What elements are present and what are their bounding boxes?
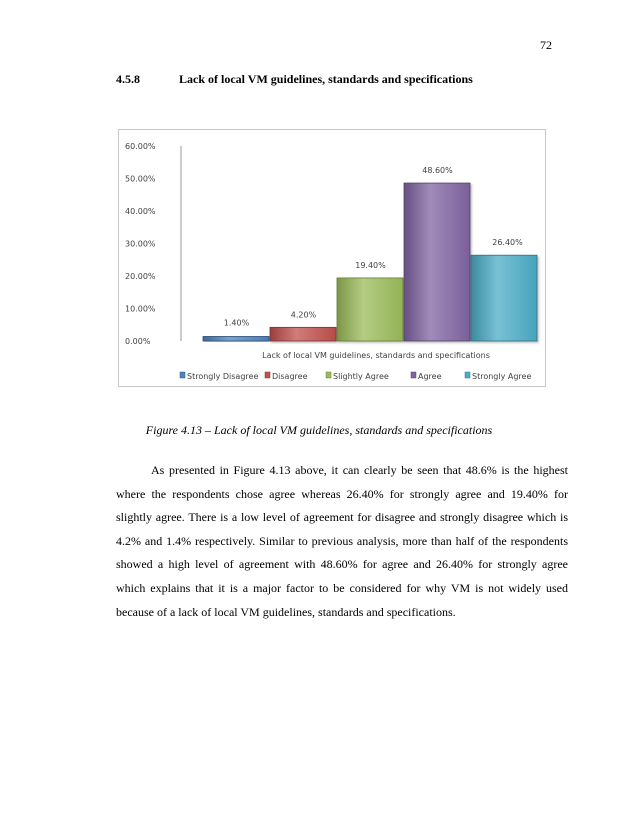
legend-label: Strongly Disagree <box>187 372 259 381</box>
y-tick-label: 10.00% <box>125 304 156 314</box>
legend-label: Slightly Agree <box>333 372 389 381</box>
legend-swatch <box>180 372 185 378</box>
y-tick-label: 0.00% <box>125 337 151 346</box>
y-tick-label: 20.00% <box>125 272 156 281</box>
y-tick-label: 60.00% <box>125 142 156 151</box>
legend-swatch <box>465 372 470 378</box>
bar-chart <box>119 130 547 388</box>
y-tick-label: 30.00% <box>125 239 156 249</box>
page-number: 72 <box>540 38 552 52</box>
body-paragraph: As presented in Figure 4.13 above, it can clearly be seen that 48.6% is the highest where the respondents chose agree whereas 26.40% for strongly agree and 19.40% for slightly agree. There is a low level of agreement for disagree and strongly disagree which is 4.2% and 1.4% respectively. Similar to previous analysis, more than half of the respondents showed a high level of agreement with 48.60% for agree and 26.40% for strongly agree which explains that it is a major factor to be considered for why VM is not widely used because of a lack of local VM guidelines, standards and specifications. <box>116 463 568 619</box>
section-heading <box>116 72 473 87</box>
legend-swatch <box>411 372 416 378</box>
y-tick-label: 50.00% <box>125 174 156 184</box>
data-label: 1.40% <box>223 318 250 328</box>
legend-label: Agree <box>418 372 442 381</box>
section-number: 4.5.8 <box>116 72 140 86</box>
data-label: 26.40% <box>492 238 523 248</box>
chart-frame <box>118 129 546 387</box>
section-title: Lack of local VM guidelines, standards and specifications <box>179 72 473 86</box>
figure-caption: Figure 4.13 – Lack of local VM guidelines, standards and specifications <box>145 423 493 437</box>
legend-swatch <box>326 372 331 378</box>
bar-strongly-agree <box>471 255 537 341</box>
y-tick-label: 40.00% <box>125 207 156 216</box>
data-label: 4.20% <box>290 310 317 320</box>
bar-slightly-agree <box>337 278 403 341</box>
legend-swatch <box>265 372 270 378</box>
bar-strongly-disagree <box>203 336 269 341</box>
legend-label: Disagree <box>272 372 308 381</box>
data-label: 19.40% <box>355 260 386 270</box>
bar-agree <box>404 183 470 341</box>
x-axis-label: Lack of local VM guidelines, standards and specifications <box>262 351 490 360</box>
legend-label: Strongly Agree <box>472 372 532 381</box>
bar-disagree <box>270 327 336 341</box>
data-label: 48.60% <box>422 166 453 176</box>
